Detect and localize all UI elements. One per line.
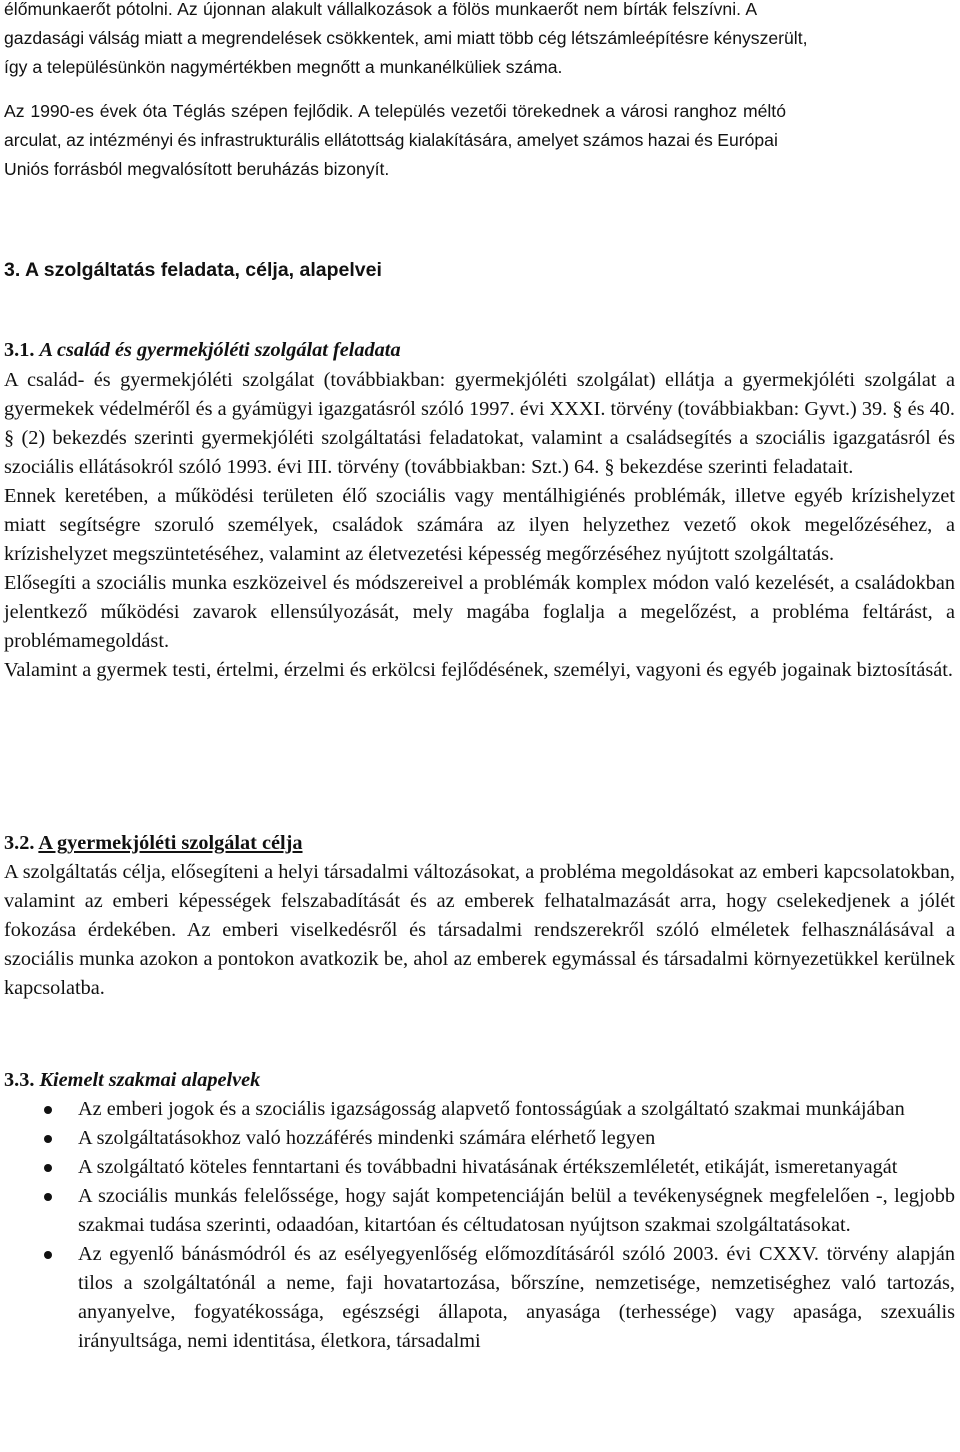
list-item — [4, 1095, 955, 1124]
bullet-icon — [44, 1106, 52, 1114]
principles-list — [4, 1095, 955, 1356]
section-heading: 3. A szolgáltatás feladata, célja, alapelvei — [4, 259, 382, 281]
bullet-icon — [44, 1193, 52, 1201]
paragraph: A család- és gyermekjóléti szolgálat (továbbiakban: gyermekjóléti szolgálat) ellátja a gyermekjóléti szolgálat a gyermekek védelméről és a gyámügyi igazgatásról szóló 1997. évi XXXI. törvény (továbbiakban: Gyvt.) 39. § és 40. § (2) bekezdés szerinti gyermekjóléti szolgáltatási feladatokat, valamint a családsegítés a szociális igazgatásról és szociális ellátásokról szóló 1993. évi III. törvény (továbbiakban: Szt.) 64. § bekezdése szerinti feladatait. — [4, 369, 955, 478]
subsection-number: 3.1. — [4, 339, 35, 361]
bullet-icon — [44, 1164, 52, 1172]
text-line: arculat, az intézményi és infrastrukturális ellátottság kialakítására, amelyet számos hazai és Európai — [4, 130, 778, 150]
list-item-text: A szolgáltató köteles fenntartani és továbbadni hivatásának értékszemléletét, etikáját, ismeretanyagát — [78, 1156, 898, 1178]
list-item-text: A szolgáltatásokhoz való hozzáférés mindenki számára elérhető legyen — [78, 1127, 656, 1149]
text-line: élőmunkaerőt pótolni. Az újonnan alakult vállalkozások a fölös munkaerőt nem bírták felszívni. A — [4, 0, 758, 19]
list-item — [4, 1124, 955, 1153]
subsection-heading-3-3 — [4, 1066, 955, 1095]
intro-paragraph-1 — [4, 0, 955, 82]
text-line: gazdasági válság miatt a megrendelések csökkentek, ami miatt több cég létszámleépítésre kényszerült, — [4, 28, 808, 48]
text-line: így a településünkön nagymértékben megnőtt a munkanélküliek száma. — [4, 57, 563, 77]
bullet-icon — [44, 1135, 52, 1143]
list-item — [4, 1240, 955, 1356]
subsection-body-3-2 — [4, 858, 955, 1003]
list-item — [4, 1182, 955, 1240]
text-line: Az 1990-es évek óta Téglás szépen fejlődik. A település vezetői törekednek a városi ranghoz méltó — [4, 101, 786, 121]
list-item-text: Az emberi jogok és a szociális igazságosság alapvető fontosságúak a szolgáltató szakmai munkájában — [78, 1098, 905, 1120]
subsection-title: Kiemelt szakmai alapelvek — [39, 1069, 261, 1091]
list-item-text: A szociális munkás felelőssége, hogy saját kompetenciáján belül a tevékenységnek megfelelően -, legjobb szakmai tudása szerinti, odaadóan, kitartóan és céltudatosan nyújtson szakmai szolgáltatásokat. — [78, 1185, 955, 1236]
bullet-icon — [44, 1251, 52, 1259]
list-item-text: Az egyenlő bánásmódról és az esélyegyenlőség előmozdításáról szóló 2003. évi CXXV. törvény alapján tilos a szolgáltatónál a neme, faji hovatartozása, bőrszíne, nemzetisége, nemzetiséghez való tartozás, anyanyelve, fogyatékossága, egészségi állapota, anyasága (terhessége) vagy apasága, szexuális irányultsága, nemi identitása, életkora, társadalmi — [78, 1243, 955, 1352]
subsection-heading-3-1 — [4, 336, 955, 365]
subsection-heading-3-2 — [4, 829, 955, 858]
list-item — [4, 1153, 955, 1182]
paragraph: Ennek keretében, a működési területen élő szociális vagy mentálhigiénés problémák, illetve egyéb krízishelyzet miatt segítségre szoruló személyek, családok számára az ilyen helyzethez vezető okok megelőzéséhez, a krízishelyzet megszüntetéséhez, valamint az életvezetési képesség megőrzéséhez nyújtott szolgáltatás. — [4, 485, 955, 565]
subsection-number: 3.3. — [4, 1069, 35, 1091]
subsection-number: 3.2. — [4, 832, 35, 854]
intro-paragraph-2 — [4, 97, 955, 184]
subsection-body-3-1 — [4, 366, 955, 685]
text-line: Uniós forrásból megvalósított beruházás bizonyít. — [4, 159, 390, 179]
subsection-title: A gyermekjóléti szolgálat célja — [38, 832, 303, 854]
subsection-title: A család és gyermekjóléti szolgálat feladata — [39, 339, 401, 361]
paragraph: A szolgáltatás célja, elősegíteni a helyi társadalmi változásokat, a probléma megoldásokat az emberi kapcsolatokban, valamint az emberi képességek felszabadítását és az emberek felhatalmazását arra, hogy cselekedjenek a jólét fokozása érdekében. Az emberi viselkedésről és társadalmi rendszerekről szóló elméletek felhasználásával a szociális munka azokon a pontokon avatkozik be, ahol az emberek egymással és társadalmi környezetükkel kerülnek kapcsolatba. — [4, 861, 955, 999]
paragraph: Elősegíti a szociális munka eszközeivel és módszereivel a problémák komplex módon való kezelését, a családokban jelentkező működési zavarok ellensúlyozását, mely magába foglalja a megelőzést, a probléma feltárást, a problémamegoldást. — [4, 572, 955, 652]
paragraph: Valamint a gyermek testi, értelmi, érzelmi és erkölcsi fejlődésének, személyi, vagyoni és egyéb jogainak biztosítását. — [4, 659, 953, 681]
